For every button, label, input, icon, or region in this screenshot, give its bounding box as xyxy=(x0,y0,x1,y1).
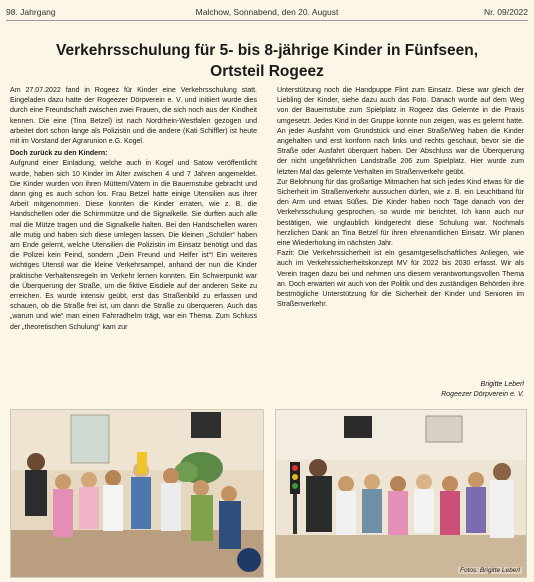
photo-credit: Fotos: Brigitte Leberl xyxy=(460,567,520,574)
place-date-label: Malchow, Sonnabend, den 20. August xyxy=(195,7,339,17)
page-header xyxy=(6,4,528,21)
group-photo-indoor-image xyxy=(11,410,263,577)
title-line-1: Verkehrsschulung für 5- bis 8-jährige Kinder in Fünfseen, xyxy=(55,42,479,59)
signature xyxy=(277,380,524,400)
body-paragraph: Unterstützung noch die Handpuppe Flint zum Einsatz. Diese war gleich der Liebling der Kinder, siehe dazu auch das Foto. Danach wurde auf dem Weg von der Bauernstube zum Spielplatz in Rogeez das Gelernte in die Praxis umgesetzt. Jedes Kind in der Gruppe konnte nun zeigen, was es gelernt hatte. An jeder Ausfahrt vom Grundstück und einer Straße/Weg haben die Kinder angehalten und erst konform nach links und rechts geschaut, bevor sie die Straße oder Ausfahrt überquert haben. Der Abschluss war die Überquerung der nicht ungefährlichen Landstraße 206 zum Spielplatz. Hier wurde zum letzten Mal das gelernte Verhalten im Straßenverkehr geübt. xyxy=(277,87,524,176)
title-line-2: Ortsteil Rogeez xyxy=(210,63,324,80)
organization-name: Rogeezer Dörpverein e. V. xyxy=(441,391,524,399)
body-paragraph: Zur Belohnung für das großartige Mitmachen hat sich jedes Kind etwas für die Sicherheit im Straßenverkehr aussuchen dürfen, wie z. B. ein Leuchtband für den Arm und etwas Süßes. Die Kinder haben noch Tage danach von der Verkehrsschulung gesprochen, so wurde mir berichtet. Ich kann auch nur bestätigen, wie unglaublich kindgerecht diese Schulung war. Nochmals herzlichen Dank an Tina Betzel für ihren ehrenamtlichen Einsatz. Wir planen eine Wiederholung im nächsten Jahr. xyxy=(277,178,524,248)
traffic-light-photo-image xyxy=(276,410,526,577)
left-column xyxy=(10,86,257,333)
volume-label: 98. Jahrgang xyxy=(6,7,56,17)
issue-number: Nr. 09/2022 xyxy=(484,7,528,17)
intro-paragraph: Am 27.07.2022 fand in Rogeez für Kinder eine Verkehrsschulung statt. Eingeladen dazu hatte der Rogeezer Dörpverein e. V. und initiiert wurde dies durch eine Freundschaft zwischen zwei Frauen, die sich noch aus der Kindheit kennen. Die eine (Tina Betzel) ist nach Nordrhein-Westfalen gezogen und arbeitet dort schon lange als Polizistin und die andere (Kati Schiffler) ist heute mit im Vorstand der Agrarunion e.G. Kogel. xyxy=(10,87,257,146)
conclusion-paragraph: Fazit: Die Verkehrssicherheit ist ein gesamtgesellschaftliches Anliegen, wie auch im Verkehrssicherheitskonzept MV für 2022 bis 2030 erfasst. Wir als Verein tragen dazu bei und nehmen uns diesem verantwortungsvollen Thema an. Doch erwarten wir auch von der Politik und den zuständigen Behörden ihre bestmögliche Unterstützung für die Sicherheit der Kinder und Senioren im Straßenverkehr. xyxy=(277,250,524,309)
traffic-light-photo xyxy=(275,409,527,578)
article-title xyxy=(10,40,524,82)
subheading: Doch zurück zu den Kindern: xyxy=(10,150,108,158)
group-photo-indoor xyxy=(10,409,264,578)
right-column xyxy=(277,86,524,310)
author-name: Brigitte Leberl xyxy=(480,381,524,388)
body-paragraph: Aufgrund einer Einladung, welche auch in Kogel und Satow veröffentlicht wurde, haben sich 10 Kinder im Alter zwischen 4 und 7 Jahren angemeldet. Die Kinder wurden von ihren Müttern/Vätern in die Bauernstube gebracht und dann ging es auch schon los. Frau Betzel hatte einige Utensilien aus ihrer Arbeit mitgenommen. Diese konnten die Kinder erraten, wie z. B. die Handschellen oder die Schirmmütze und die Signalkelle. Sie durften auch alle mal die Mütze tragen und die Signalkelle halten. Bei den Handschellen waren alle mutig und haben sich diese umlegen lassen. Die kleinen „Schüler“ haben am Ende gelernt, welche Utensilien die Polizistin im Einsatz benötigt und das die Polizei kein Feind, sondern „Dein Freund und Helfer ist“! Ein weiteres wichtiges Utensil war die kleine Verkehrsampel, anhand der nun die Kinder praktische Verhaltensregeln im Verkehr lernen konnten. Ein Schwerpunkt war die Überquerung der Straße, um die fiktive Eisdiele auf der anderen Seite zu erreichen. Es wurde intensiv geübt, erst das Straßenbild zu erfassen und schauen, ob die Straße frei ist, um dann die Straße zu überqueren. Auch das „warum und wie“ man einen Fahrradhelm trägt, war ein Thema. Zum Schluss der „theoretischen Schulung“ kam zur xyxy=(10,160,257,331)
